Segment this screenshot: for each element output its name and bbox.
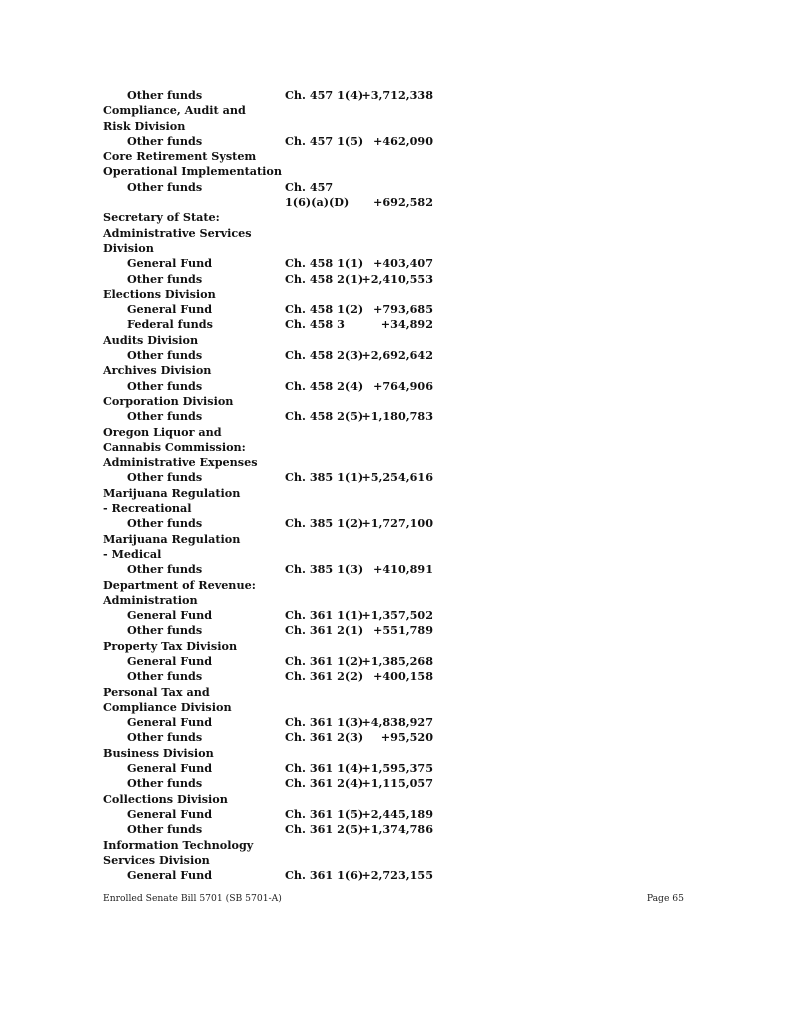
fund-label: Other funds [127, 730, 203, 745]
amount: +1,115,057 [361, 776, 433, 791]
fund-row [103, 562, 443, 577]
fund-row [103, 807, 443, 822]
amount: +764,906 [373, 378, 433, 393]
section-heading-row [103, 455, 443, 470]
chapter-reference: Ch. 385 1(1) [285, 470, 364, 485]
fund-row [103, 654, 443, 669]
fund-label: General Fund [127, 868, 213, 883]
section-heading-row [103, 853, 443, 868]
section-heading: Audits Division [103, 332, 199, 347]
chapter-reference: Ch. 458 2(1) [285, 271, 364, 286]
fund-label: Other funds [127, 516, 203, 531]
section-heading: Marijuana Regulation [103, 531, 241, 546]
fund-label: Other funds [127, 179, 203, 194]
section-heading-row [103, 210, 443, 225]
section-heading-row [103, 501, 443, 516]
fund-row [103, 379, 443, 394]
section-heading: Elections Division [103, 286, 216, 301]
amount: +1,374,786 [361, 822, 433, 837]
fund-row [103, 180, 443, 195]
section-heading-row [103, 746, 443, 761]
fund-label: Other funds [127, 88, 203, 102]
section-heading: Corporation Division [103, 393, 234, 408]
amount: +2,410,553 [361, 271, 433, 286]
section-heading: Division [103, 240, 154, 255]
section-heading: Cannabis Commission: [103, 439, 246, 454]
fund-label: Other funds [127, 623, 203, 638]
section-heading-row [103, 838, 443, 853]
fund-row [103, 608, 443, 623]
section-heading: Information Technology [103, 837, 254, 852]
chapter-reference: Ch. 457 1(4) [285, 88, 364, 102]
amount: +692,582 [373, 195, 433, 210]
fund-label: Other funds [127, 776, 203, 791]
amount: +1,385,268 [361, 653, 433, 668]
section-heading-row [103, 486, 443, 501]
chapter-reference: Ch. 458 3 [285, 317, 345, 332]
fund-row [103, 669, 443, 684]
amount: +4,838,927 [361, 715, 433, 730]
fund-label: Other funds [127, 378, 203, 393]
chapter-reference: Ch. 361 2(1) [285, 623, 364, 638]
chapter-reference: Ch. 457 [285, 179, 334, 194]
chapter-reference: Ch. 458 2(5) [285, 409, 364, 424]
fund-label: Other funds [127, 669, 203, 684]
section-heading: Property Tax Division [103, 638, 238, 653]
fund-row [103, 88, 443, 103]
chapter-reference: Ch. 361 2(3) [285, 730, 364, 745]
section-heading-row [103, 685, 443, 700]
section-heading-row [103, 103, 443, 118]
amount: +2,723,155 [361, 868, 433, 883]
fund-row [103, 272, 443, 287]
fund-label: Other funds [127, 409, 203, 424]
amount: +3,712,338 [361, 88, 433, 102]
chapter-reference: Ch. 458 1(2) [285, 302, 364, 317]
fund-row [103, 715, 443, 730]
chapter-reference: Ch. 385 1(2) [285, 516, 364, 531]
fund-row [103, 134, 443, 149]
fund-row [103, 317, 443, 332]
fund-row [103, 516, 443, 531]
chapter-reference: Ch. 361 2(4) [285, 776, 364, 791]
chapter-reference: Ch. 458 2(3) [285, 348, 364, 363]
section-heading: Business Division [103, 745, 214, 760]
section-heading: Archives Division [103, 363, 212, 378]
appropriations-table [103, 88, 443, 883]
fund-row [103, 470, 443, 485]
section-heading: Compliance, Audit and [103, 103, 246, 118]
fund-row [103, 256, 443, 271]
chapter-reference: Ch. 457 1(5) [285, 133, 364, 148]
section-heading-row [103, 700, 443, 715]
section-heading-row [103, 639, 443, 654]
fund-label: General Fund [127, 715, 213, 730]
fund-label: General Fund [127, 302, 213, 317]
section-heading-row [103, 394, 443, 409]
section-heading: Department of Revenue: [103, 577, 256, 592]
amount: +1,357,502 [361, 608, 433, 623]
section-heading: Services Division [103, 852, 210, 867]
bill-reference: Enrolled Senate Bill 5701 (SB 5701-A) [103, 893, 282, 904]
amount: +400,158 [373, 669, 433, 684]
amount: +95,520 [380, 730, 433, 745]
amount: +34,892 [380, 317, 433, 332]
section-heading-row [103, 149, 443, 164]
fund-row [103, 623, 443, 638]
chapter-reference: Ch. 385 1(3) [285, 562, 364, 577]
section-heading: - Medical [103, 546, 162, 561]
section-heading-row [103, 425, 443, 440]
section-heading: Collections Division [103, 791, 228, 806]
amount: +5,254,616 [361, 470, 433, 485]
amount: +462,090 [373, 133, 433, 148]
section-heading-row [103, 792, 443, 807]
chapter-reference: Ch. 361 1(6) [285, 868, 364, 883]
section-heading-row [103, 119, 443, 134]
section-heading: Administrative Services [103, 225, 252, 240]
section-heading: Personal Tax and [103, 684, 210, 699]
section-heading: Administration [103, 592, 198, 607]
amount: +2,692,642 [361, 348, 433, 363]
fund-row [103, 868, 443, 883]
fund-label: General Fund [127, 806, 213, 821]
section-heading: Operational Implementation [103, 164, 283, 179]
fund-label: General Fund [127, 761, 213, 776]
amount: +551,789 [373, 623, 433, 638]
chapter-reference: Ch. 458 1(1) [285, 256, 364, 271]
chapter-reference: Ch. 458 2(4) [285, 378, 364, 393]
section-heading-row [103, 363, 443, 378]
fund-row [103, 348, 443, 363]
chapter-reference: Ch. 361 1(2) [285, 653, 364, 668]
amount: +1,727,100 [361, 516, 433, 531]
section-heading-row [103, 241, 443, 256]
fund-row [103, 409, 443, 424]
fund-row [103, 776, 443, 791]
chapter-reference: 1(6)(a)(D) [285, 195, 350, 210]
amount: +1,595,375 [361, 761, 433, 776]
section-heading-row [103, 333, 443, 348]
fund-row [103, 730, 443, 745]
fund-label: General Fund [127, 256, 213, 271]
fund-label: Other funds [127, 822, 203, 837]
amount: +403,407 [373, 256, 433, 271]
chapter-reference: Ch. 361 1(5) [285, 806, 364, 821]
section-heading: Core Retirement System [103, 149, 257, 164]
section-heading-row [103, 578, 443, 593]
section-heading: Administrative Expenses [103, 455, 258, 470]
chapter-reference: Ch. 361 2(2) [285, 669, 364, 684]
section-heading: Secretary of State: [103, 210, 220, 225]
fund-label: Other funds [127, 348, 203, 363]
fund-label: Other funds [127, 133, 203, 148]
amount: +1,180,783 [361, 409, 433, 424]
section-heading: Risk Division [103, 118, 186, 133]
fund-label: Other funds [127, 271, 203, 286]
section-heading-row [103, 440, 443, 455]
section-heading-row [103, 593, 443, 608]
fund-row [103, 822, 443, 837]
chapter-reference: Ch. 361 1(1) [285, 608, 364, 623]
chapter-reference: Ch. 361 1(3) [285, 715, 364, 730]
fund-label: General Fund [127, 608, 213, 623]
fund-row [103, 761, 443, 776]
section-heading: - Recreational [103, 501, 192, 516]
fund-label: Other funds [127, 470, 203, 485]
chapter-reference: Ch. 361 2(5) [285, 822, 364, 837]
section-heading: Marijuana Regulation [103, 485, 241, 500]
section-heading-row [103, 547, 443, 562]
page-number: Page 65 [646, 893, 684, 904]
amount: +410,891 [373, 562, 433, 577]
fund-label: General Fund [127, 653, 213, 668]
fund-label: Federal funds [127, 317, 213, 332]
fund-row [103, 195, 443, 210]
fund-row [103, 302, 443, 317]
amount: +2,445,189 [361, 806, 433, 821]
chapter-reference: Ch. 361 1(4) [285, 761, 364, 776]
section-heading-row [103, 532, 443, 547]
section-heading-row [103, 164, 443, 179]
amount: +793,685 [373, 302, 433, 317]
section-heading-row [103, 287, 443, 302]
section-heading: Compliance Division [103, 699, 232, 714]
section-heading-row [103, 226, 443, 241]
section-heading: Oregon Liquor and [103, 424, 222, 439]
fund-label: Other funds [127, 562, 203, 577]
